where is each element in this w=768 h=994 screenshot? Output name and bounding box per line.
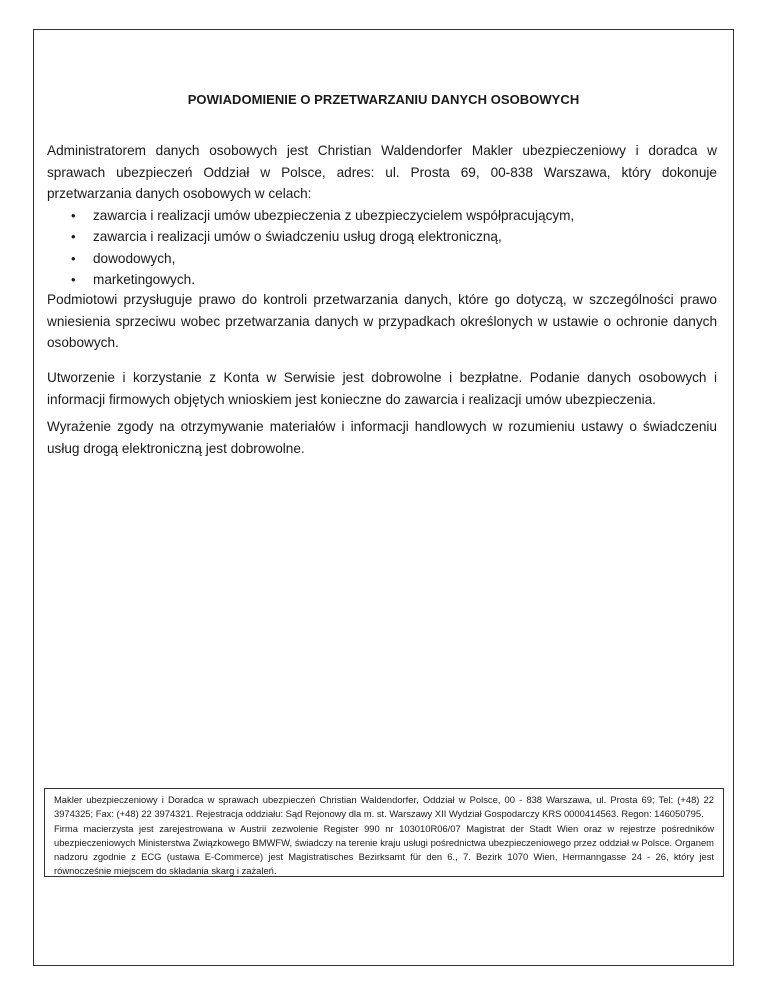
- list-item: [71, 269, 717, 291]
- bullet-icon: •: [71, 207, 76, 223]
- bullet-icon: •: [71, 229, 76, 244]
- footer-box: [44, 788, 724, 877]
- page-frame: [33, 29, 734, 966]
- list-item: [71, 248, 717, 270]
- rights-paragraph: Podmiotowi przysługuje prawo do kontroli przetwarzania danych, które go dotyczą, w szczególności prawo wniesienia sprzeciwu wobec przetwarzania danych w przypadkach określonych w ustawie o ochronie danych osobowych.: [47, 292, 717, 350]
- list-item: [71, 205, 717, 227]
- intro-paragraph: Administratorem danych osobowych jest Christian Waldendorfer Makler ubezpieczeniowy i doradca w sprawach ubezpieczeń Oddział w Polsce, adres: ul. Prosta 69, 00-838 Warszawa, który dokonuje przetwarzania danych osobowych w celach:: [47, 143, 717, 201]
- intro-section: [47, 140, 717, 291]
- list-item-text: dowodowych,: [93, 250, 176, 266]
- account-paragraph: Utworzenie i korzystanie z Konta w Serwisie jest dobrowolne i bezpłatne. Podanie danych osobowych i informacji firmowych objętych wnioskiem jest konieczne do zawarcia i realizacji umów ubezpieczenia.: [47, 370, 717, 407]
- list-item-text: marketingowych.: [93, 272, 195, 287]
- list-item: [71, 226, 717, 248]
- consent-paragraph: Wyrażenie zgody na otrzymywanie materiałów i informacji handlowych w rozumieniu ustawy o świadczeniu usług drogą elektroniczną jest dobrowolne.: [47, 419, 717, 456]
- list-item-text: zawarcia i realizacji umów o świadczeniu usług drogą elektroniczną,: [93, 229, 502, 244]
- purposes-list: [47, 205, 717, 291]
- bullet-icon: •: [71, 250, 76, 266]
- footer-company-info: Makler ubezpieczeniowy i Doradca w sprawach ubezpieczeń Christian Waldendorfer, Oddział w Polsce, 00 - 838 Warszawa, ul. Prosta 69; Tel: (+48) 22 3974325; Fax: (+48) 22 3974321. Rejestracja oddziału: Sąd Rejonowy dla m. st. Warszawy XII Wydział Gospodarczy KRS 0000414563. Regon: 146050795.: [54, 794, 714, 820]
- footer-parent-info: Firma macierzysta jest zarejestrowana w Austrii zezwolenie Register 990 nr 103010R06/07 Magistrat der Stadt Wien oraz w rejestrze pośredników ubezpieczeniowych Ministerstwa Związkowego BMWFW, świadczy na terenie kraju usługi pośrednictwa ubezpieczeniowego przez oddział w Polsce. Organem nadzoru zgodnie z ECG (ustawa E-Commerce) jest Magistratisches Bezirksamt für den 6., 7. Bezirk 1070 Wien, Hermanngasse 24 - 26, który jest równocześnie miejscem do składania skarg i zażaleń.: [54, 822, 714, 877]
- list-item-text: zawarcia i realizacji umów ubezpieczenia z ubezpieczycielem współpracującym,: [93, 207, 575, 223]
- document-title: POWIADOMIENIE O PRZETWARZANIU DANYCH OSOBOWYCH: [187, 92, 580, 107]
- bullet-icon: •: [71, 272, 76, 287]
